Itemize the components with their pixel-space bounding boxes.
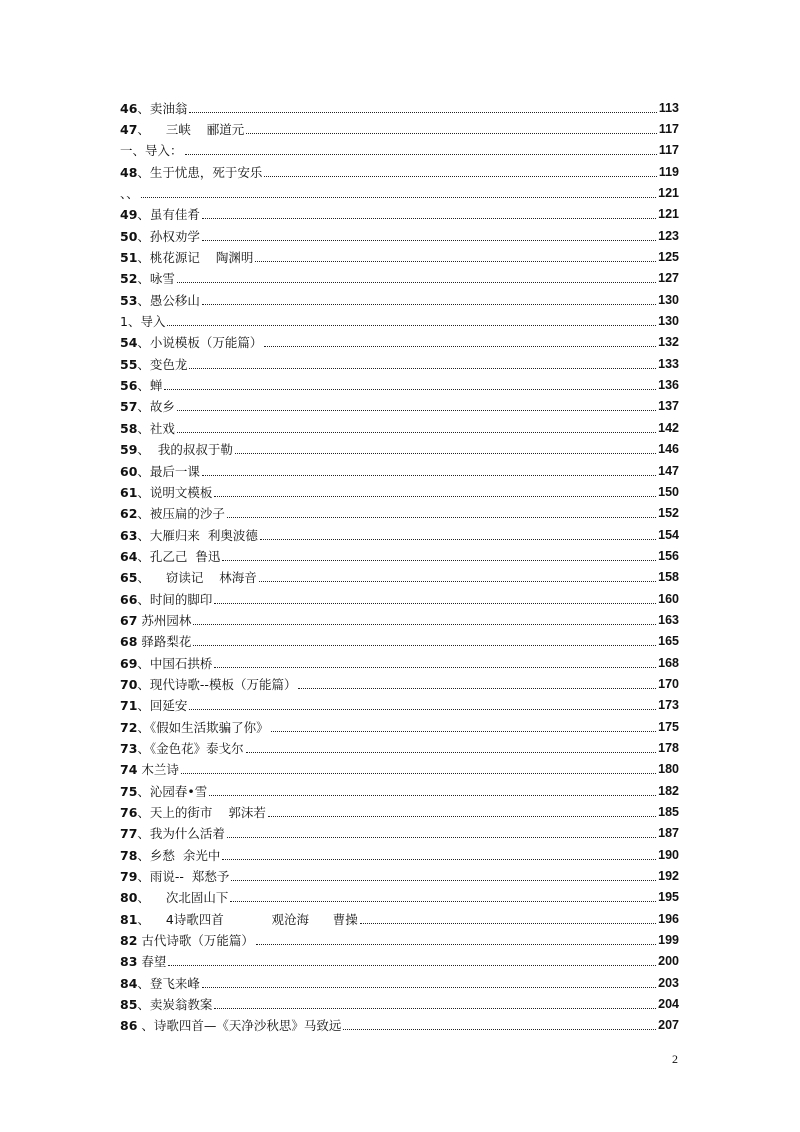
- toc-entry-separator: 、: [137, 250, 150, 266]
- toc-entry-page: 123: [658, 228, 679, 243]
- toc-entry-label: 孔乙己 鲁迅: [149, 548, 221, 564]
- toc-entry-label: 三峡 郦道元: [149, 122, 245, 138]
- toc-entry-title: [120, 739, 244, 757]
- toc-entry[interactable]: [120, 439, 679, 460]
- toc-entry-title: [120, 269, 175, 287]
- dot-leader: [202, 303, 656, 305]
- toc-entry-title: [120, 120, 244, 138]
- toc-entry-title: [120, 782, 207, 800]
- toc-entry-separator: 、: [137, 805, 150, 821]
- dot-leader: [202, 217, 656, 219]
- toc-entry-number: 64: [120, 548, 138, 564]
- toc-entry-separator: 、: [137, 698, 150, 714]
- toc-entry-number: 60: [120, 463, 138, 479]
- toc-entry[interactable]: [120, 374, 679, 395]
- toc-entry-label: 时间的脚印: [149, 591, 213, 607]
- dot-leader: [222, 559, 656, 561]
- toc-entry-label: 诗歌四首—《天净沙秋思》马致远: [153, 1018, 342, 1034]
- toc-entry-label: 故乡: [149, 399, 175, 415]
- toc-entry-page: 207: [658, 1018, 679, 1033]
- toc-entry-number: 59: [120, 442, 138, 458]
- toc-entry-label: 沁园春•雪: [149, 783, 208, 799]
- toc-entry-label: 春望: [141, 954, 167, 970]
- toc-entry[interactable]: [120, 268, 679, 289]
- toc-entry-label: 一、导入：: [120, 143, 183, 159]
- toc-entry-number: 79: [120, 869, 138, 885]
- toc-entry-page: 178: [658, 740, 679, 755]
- dot-leader: [185, 153, 657, 155]
- toc-entry-page: 180: [658, 762, 679, 777]
- toc-entry-number: 83: [120, 954, 138, 970]
- toc-entry-separator: 、: [137, 783, 150, 799]
- toc-entry-title: [120, 1016, 341, 1034]
- toc-entry-separator: 、: [137, 719, 150, 735]
- toc-entry-label: 小说模板（万能篇）: [149, 335, 263, 351]
- toc-entry-label: 天上的街市 郭沫若: [149, 805, 266, 821]
- toc-entry-label: 生于忧患，死于安乐: [149, 164, 263, 180]
- toc-entry-page: 163: [658, 612, 679, 627]
- toc-entry-separator: 、: [137, 826, 150, 842]
- toc-entry-title: [120, 419, 175, 437]
- toc-entry-separator: 、: [137, 975, 150, 991]
- toc-entry-title: [120, 696, 187, 714]
- dot-leader: [141, 196, 656, 198]
- toc-entry-number: 55: [120, 356, 138, 372]
- toc-entry-page: 160: [658, 591, 679, 606]
- toc-entry-number: 72: [120, 719, 138, 735]
- toc-entry-title: [120, 440, 233, 458]
- toc-entry-separator: 、: [137, 997, 150, 1013]
- toc-entry-title: [120, 397, 175, 415]
- toc-entry-number: 46: [120, 100, 138, 116]
- dot-leader: [222, 858, 656, 860]
- toc-entry-label: 变色龙: [149, 356, 188, 372]
- toc-entry-label: 驿路梨花: [141, 634, 192, 650]
- toc-entry-page: 142: [658, 420, 679, 435]
- dot-leader: [214, 602, 656, 604]
- toc-entry[interactable]: [120, 1015, 679, 1036]
- toc-entry-number: 61: [120, 484, 138, 500]
- toc-entry-number: 82: [120, 933, 138, 949]
- toc-entry-label: 孙权劝学: [149, 228, 200, 244]
- dot-leader: [168, 964, 656, 966]
- toc-entry-title: [120, 974, 200, 992]
- toc-entry-separator: 、: [137, 356, 150, 372]
- toc-entry-title: [120, 568, 257, 586]
- toc-entry-page: 158: [658, 570, 679, 585]
- toc-entry-label: 登飞来峰: [149, 975, 200, 991]
- toc-entry-separator: 、: [137, 420, 150, 436]
- dot-leader: [189, 111, 656, 113]
- toc-entry-separator: 、: [137, 506, 150, 522]
- toc-entry-title: [120, 952, 166, 970]
- toc-entry[interactable]: [120, 737, 679, 758]
- toc-entry-separator: 、: [137, 570, 150, 586]
- toc-entry-title: [120, 333, 262, 351]
- toc-entry-separator: 、: [137, 676, 150, 692]
- toc-entry-number: 56: [120, 378, 138, 394]
- toc-entry-separator: 、: [137, 207, 150, 223]
- toc-entry-page: 200: [658, 954, 679, 969]
- toc-entry[interactable]: [120, 503, 679, 524]
- toc-entry-label: 大雁归来 利奥波德: [149, 527, 258, 543]
- toc-entry-separator: 、: [137, 655, 150, 671]
- toc-entry-label: 乡愁 余光中: [149, 847, 221, 863]
- toc-entry-label: 、、: [120, 186, 139, 202]
- toc-entry[interactable]: [120, 908, 679, 929]
- toc-entry-title: [120, 654, 212, 672]
- toc-entry[interactable]: [120, 972, 679, 993]
- toc-entry-page: 190: [658, 847, 679, 862]
- toc-entry-separator: 、: [137, 740, 150, 756]
- toc-entry-page: 121: [658, 186, 679, 201]
- toc-entry[interactable]: [120, 140, 679, 161]
- toc-entry-number: 69: [120, 655, 138, 671]
- toc-entry-separator: 、: [137, 527, 150, 543]
- toc-entry-page: 150: [658, 484, 679, 499]
- toc-entry[interactable]: [120, 481, 679, 502]
- toc-entry-number: 71: [120, 698, 138, 714]
- toc-entry[interactable]: [120, 567, 679, 588]
- toc-entry-number: 76: [120, 805, 138, 821]
- toc-entry-label: 虽有佳肴: [149, 207, 200, 223]
- toc-entry-separator: 、: [137, 228, 150, 244]
- toc-entry[interactable]: [120, 246, 679, 267]
- toc-entry-separator: 、: [137, 869, 150, 885]
- dot-leader: [177, 281, 656, 283]
- toc-entry[interactable]: [120, 929, 679, 950]
- toc-entry-page: 152: [658, 506, 679, 521]
- toc-entry-page: 127: [658, 271, 679, 286]
- dot-leader: [227, 516, 656, 518]
- toc-entry-number: 66: [120, 591, 138, 607]
- dot-leader: [264, 345, 656, 347]
- toc-entry-title: [120, 803, 266, 821]
- toc-entry-label: 愚公移山: [149, 292, 200, 308]
- toc-entry-number: 54: [120, 335, 138, 351]
- toc-entry-number: 49: [120, 207, 138, 223]
- toc-entry-title: [120, 675, 296, 693]
- toc-entry-number: 58: [120, 420, 138, 436]
- toc-entry[interactable]: [120, 844, 679, 865]
- toc-entry[interactable]: [120, 673, 679, 694]
- dot-leader: [181, 772, 656, 774]
- toc-entry-title: [120, 141, 183, 159]
- toc-entry-number: 68: [120, 634, 138, 650]
- toc-entry-label: 4诗歌四首 观沧海 曹操: [149, 911, 358, 927]
- toc-entry-page: 165: [658, 634, 679, 649]
- toc-entry-label: 桃花源记 陶渊明: [149, 250, 254, 266]
- toc-entry-page: 175: [658, 719, 679, 734]
- toc-entry-title: [120, 910, 358, 928]
- toc-entry-label: 次北固山下: [149, 890, 229, 906]
- toc-entry[interactable]: [120, 417, 679, 438]
- toc-entry[interactable]: [120, 460, 679, 481]
- toc-entry-page: 196: [658, 911, 679, 926]
- toc-entry[interactable]: [120, 652, 679, 673]
- toc-entry-label: 苏州园林: [141, 612, 192, 628]
- dot-leader: [246, 751, 656, 753]
- dot-leader: [193, 623, 656, 625]
- toc-entry-page: 199: [658, 933, 679, 948]
- toc-entry-separator: 、: [137, 164, 150, 180]
- toc-entry-title: [120, 99, 187, 117]
- table-of-contents: [120, 97, 679, 1036]
- toc-entry-page: 136: [658, 378, 679, 393]
- dot-leader: [298, 687, 656, 689]
- toc-entry-separator: 、: [137, 442, 150, 458]
- toc-entry-label: 木兰诗: [141, 762, 179, 778]
- toc-entry-number: 52: [120, 271, 138, 287]
- toc-entry-number: 51: [120, 250, 138, 266]
- toc-entry-title: [120, 718, 269, 736]
- toc-entry[interactable]: [120, 396, 679, 417]
- toc-entry-separator: 、: [137, 335, 150, 351]
- toc-entry-separator: 、: [137, 292, 150, 308]
- toc-entry-page: 113: [658, 100, 679, 115]
- toc-entry-title: [120, 995, 212, 1013]
- dot-leader: [255, 260, 656, 262]
- toc-entry-page: 156: [658, 548, 679, 563]
- toc-entry-label: 咏雪: [149, 271, 175, 287]
- toc-entry[interactable]: [120, 204, 679, 225]
- toc-entry[interactable]: [120, 524, 679, 545]
- dot-leader: [214, 1007, 656, 1009]
- toc-entry[interactable]: [120, 97, 679, 118]
- toc-entry-label: 蝉: [149, 378, 163, 394]
- toc-entry-number: 78: [120, 847, 138, 863]
- toc-entry[interactable]: [120, 716, 679, 737]
- toc-entry-separator: 、: [137, 122, 150, 138]
- toc-entry-title: [120, 163, 262, 181]
- toc-entry-number: 47: [120, 122, 138, 138]
- toc-entry[interactable]: [120, 353, 679, 374]
- toc-entry-number: 74: [120, 762, 138, 778]
- toc-entry-page: 154: [658, 527, 679, 542]
- dot-leader: [189, 367, 656, 369]
- toc-entry-number: 75: [120, 783, 138, 799]
- toc-entry[interactable]: [120, 588, 679, 609]
- toc-entry-title: [120, 248, 253, 266]
- toc-entry-title: [120, 611, 191, 629]
- toc-entry-page: 117: [658, 143, 679, 158]
- toc-entry-page: 185: [658, 805, 679, 820]
- toc-entry-number: 65: [120, 570, 138, 586]
- toc-entry-separator: 、: [137, 399, 150, 415]
- dot-leader: [189, 708, 656, 710]
- toc-entry-number: 86: [120, 1018, 138, 1034]
- toc-entry-title: [120, 867, 229, 885]
- toc-entry[interactable]: [120, 759, 679, 780]
- toc-entry-title: [120, 526, 258, 544]
- toc-entry-title: [120, 462, 200, 480]
- page-number: 2: [672, 1052, 678, 1066]
- toc-entry-page: 203: [658, 975, 679, 990]
- toc-entry[interactable]: [120, 951, 679, 972]
- toc-entry[interactable]: [120, 780, 679, 801]
- toc-entry-label: 古代诗歌（万能篇）: [141, 933, 254, 949]
- toc-entry-number: 48: [120, 164, 138, 180]
- dot-leader: [260, 538, 656, 540]
- toc-entry-page: 119: [658, 164, 679, 179]
- toc-entry-number: 53: [120, 292, 138, 308]
- toc-entry-title: [120, 355, 187, 373]
- toc-entry-page: 173: [658, 698, 679, 713]
- toc-entry-label: 被压扁的沙子: [149, 506, 225, 522]
- toc-entry-separator: 、: [137, 271, 150, 287]
- toc-entry-title: [120, 184, 139, 202]
- toc-entry-label: 卖油翁: [149, 100, 188, 116]
- toc-entry-number: 81: [120, 911, 138, 927]
- toc-entry-separator: 、: [137, 847, 150, 863]
- toc-entry[interactable]: [120, 609, 679, 630]
- dot-leader: [264, 175, 656, 177]
- toc-entry-title: [120, 824, 225, 842]
- dot-leader: [268, 815, 656, 817]
- toc-entry-title: [120, 760, 179, 778]
- toc-entry-page: 187: [658, 826, 679, 841]
- toc-entry-page: 146: [658, 442, 679, 457]
- toc-entry-label: 窃读记 林海音: [149, 570, 257, 586]
- toc-entry-title: [120, 291, 200, 309]
- toc-entry-separator: 、: [137, 591, 150, 607]
- toc-entry[interactable]: [120, 801, 679, 822]
- toc-entry-number: 63: [120, 527, 138, 543]
- toc-entry-page: 125: [658, 250, 679, 265]
- toc-entry-separator: 、: [137, 484, 150, 500]
- toc-entry[interactable]: [120, 545, 679, 566]
- toc-entry-page: 170: [658, 676, 679, 691]
- toc-entry-label: 说明文模板: [149, 484, 213, 500]
- toc-entry-page: 204: [658, 997, 679, 1012]
- toc-entry-label: 1、导入: [120, 314, 166, 330]
- toc-entry-title: [120, 931, 254, 949]
- toc-entry[interactable]: [120, 225, 679, 246]
- toc-entry-title: [120, 846, 220, 864]
- toc-entry-number: 62: [120, 506, 138, 522]
- toc-entry-page: 132: [658, 335, 679, 350]
- dot-leader: [214, 666, 656, 668]
- dot-leader: [164, 388, 656, 390]
- toc-entry-title: [120, 504, 225, 522]
- toc-entry-label: 我为什么活着: [149, 826, 225, 842]
- toc-entry[interactable]: [120, 823, 679, 844]
- dot-leader: [209, 794, 656, 796]
- toc-entry-title: [120, 376, 162, 394]
- toc-entry-label: 现代诗歌--模板（万能篇）: [149, 676, 297, 692]
- toc-entry-page: 137: [658, 399, 679, 414]
- toc-entry-number: 57: [120, 399, 138, 415]
- toc-entry-page: 133: [658, 356, 679, 371]
- toc-entry-separator: 、: [137, 378, 150, 394]
- dot-leader: [256, 943, 656, 945]
- toc-entry-separator: 、: [137, 1018, 154, 1034]
- toc-entry-title: [120, 590, 212, 608]
- toc-entry-number: 77: [120, 826, 138, 842]
- toc-entry-page: 168: [658, 655, 679, 670]
- toc-entry[interactable]: [120, 887, 679, 908]
- toc-entry[interactable]: [120, 865, 679, 886]
- dot-leader: [230, 900, 656, 902]
- dot-leader: [231, 879, 656, 881]
- toc-entry-title: [120, 888, 228, 906]
- toc-entry-label: 中国石拱桥: [149, 655, 213, 671]
- toc-entry-page: 117: [658, 122, 679, 137]
- dot-leader: [235, 452, 656, 454]
- toc-entry[interactable]: [120, 332, 679, 353]
- toc-entry-page: 130: [658, 314, 679, 329]
- toc-entry-number: 80: [120, 890, 138, 906]
- toc-entry-number: 70: [120, 676, 138, 692]
- dot-leader: [177, 409, 656, 411]
- toc-entry-label: 我的叔叔于勒: [149, 442, 233, 458]
- dot-leader: [193, 644, 656, 646]
- toc-entry-title: [120, 632, 191, 650]
- toc-entry-title: [120, 227, 200, 245]
- dot-leader: [214, 495, 656, 497]
- toc-entry-number: 73: [120, 740, 138, 756]
- toc-entry-label: 雨说-- 郑愁予: [149, 869, 230, 885]
- dot-leader: [202, 986, 656, 988]
- toc-entry-separator: 、: [137, 911, 150, 927]
- toc-entry[interactable]: [120, 161, 679, 182]
- toc-entry-separator: 、: [137, 890, 150, 906]
- dot-leader: [177, 431, 656, 433]
- dot-leader: [343, 1028, 656, 1030]
- toc-entry-page: 130: [658, 292, 679, 307]
- toc-entry-page: 147: [658, 463, 679, 478]
- dot-leader: [227, 836, 656, 838]
- dot-leader: [360, 922, 656, 924]
- toc-entry-number: 84: [120, 975, 138, 991]
- toc-entry-separator: 、: [137, 548, 150, 564]
- dot-leader: [167, 324, 656, 326]
- toc-entry-title: [120, 547, 220, 565]
- toc-entry[interactable]: [120, 993, 679, 1014]
- toc-entry-label: 《金色花》泰戈尔: [149, 740, 244, 756]
- toc-entry-separator: 、: [137, 463, 150, 479]
- toc-entry-page: 121: [658, 207, 679, 222]
- toc-entry-title: [120, 312, 165, 330]
- toc-entry-number: 67: [120, 612, 138, 628]
- toc-entry[interactable]: [120, 631, 679, 652]
- dot-leader: [202, 474, 656, 476]
- toc-entry-number: 50: [120, 228, 138, 244]
- toc-entry-label: 社戏: [149, 420, 175, 436]
- toc-entry-title: [120, 483, 212, 501]
- toc-entry-label: 《假如生活欺骗了你》: [149, 719, 269, 735]
- toc-entry[interactable]: [120, 182, 679, 203]
- toc-entry[interactable]: [120, 289, 679, 310]
- dot-leader: [259, 580, 656, 582]
- toc-entry[interactable]: [120, 695, 679, 716]
- toc-entry-page: 192: [658, 869, 679, 884]
- toc-entry-number: 85: [120, 997, 138, 1013]
- toc-entry[interactable]: [120, 310, 679, 331]
- toc-entry-label: 回延安: [149, 698, 188, 714]
- toc-entry-separator: 、: [137, 100, 150, 116]
- dot-leader: [271, 730, 656, 732]
- toc-entry-label: 卖炭翁教案: [149, 997, 213, 1013]
- toc-entry-page: 195: [658, 890, 679, 905]
- toc-entry-title: [120, 205, 200, 223]
- toc-entry-label: 最后一课: [149, 463, 200, 479]
- toc-entry-page: 182: [658, 783, 679, 798]
- dot-leader: [202, 239, 656, 241]
- toc-entry[interactable]: [120, 118, 679, 139]
- dot-leader: [246, 132, 657, 134]
